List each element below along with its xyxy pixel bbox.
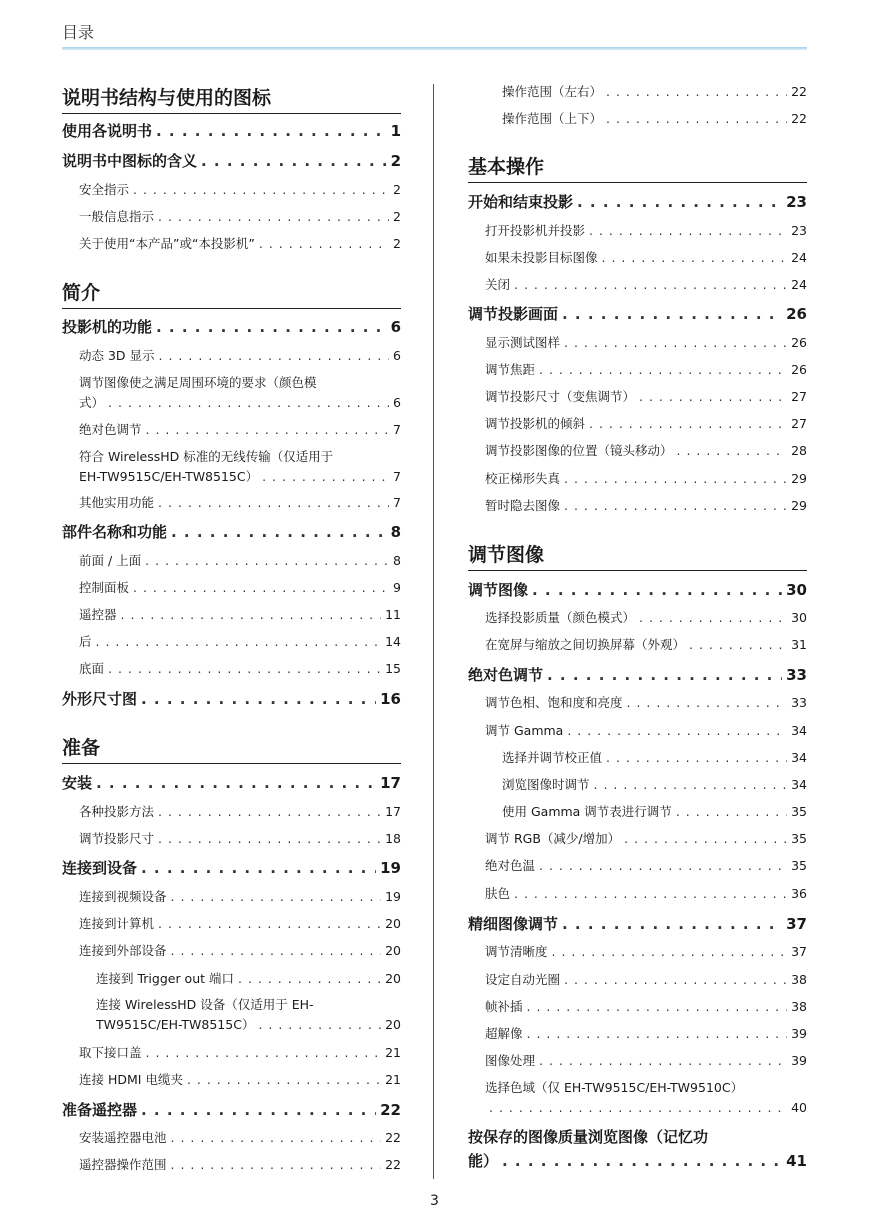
- toc-entry-label: 调节 Gamma: [485, 723, 564, 738]
- dot-leader: [639, 608, 787, 628]
- toc-entry[interactable]: [62, 1098, 401, 1122]
- section-title: 说明书结构与使用的图标: [62, 84, 401, 114]
- section-title: 调节图像: [468, 541, 807, 571]
- toc-entry[interactable]: [62, 829, 401, 849]
- toc-entry-page: 6: [393, 348, 401, 363]
- dot-leader: [677, 441, 788, 461]
- toc-entry-label: 取下接口盖: [79, 1045, 142, 1060]
- toc-entry-label-line1: 符合 WirelessHD 标准的无线传输（仅适用于: [79, 449, 334, 464]
- toc-entry-label: 开始和结束投影: [468, 193, 574, 211]
- toc-entry-label: 肤色: [485, 886, 511, 901]
- dot-leader: [158, 493, 389, 513]
- toc-entry-label: 连接到设备: [62, 859, 138, 877]
- dot-leader: [108, 659, 381, 679]
- dot-leader: [639, 387, 787, 407]
- toc-entry-page: 26: [791, 335, 807, 350]
- toc-entry[interactable]: [62, 632, 401, 652]
- toc-entry-page: 20: [385, 943, 401, 958]
- toc-entry-page: 22: [385, 1130, 401, 1145]
- toc-entry[interactable]: [468, 942, 807, 962]
- toc-entry[interactable]: [62, 659, 401, 679]
- dot-leader: [171, 941, 382, 961]
- dot-leader: [527, 1024, 788, 1044]
- toc-entry-label: 调节清晰度: [485, 944, 548, 959]
- toc-entry-page: 31: [791, 637, 807, 652]
- toc-entry-label-line1: 调节图像使之满足周围环境的要求（颜色模: [79, 375, 317, 390]
- toc-entry[interactable]: [62, 234, 401, 254]
- toc-entry-label: 投影机的功能: [62, 318, 153, 336]
- header-title: 目录: [62, 23, 95, 42]
- toc-entry[interactable]: [62, 420, 401, 440]
- toc-entry-page: 27: [791, 389, 807, 404]
- toc-entry-label: 动态 3D 显示: [79, 348, 155, 363]
- toc-entry-page: 23: [786, 193, 807, 211]
- toc-entry[interactable]: [468, 1078, 807, 1118]
- dot-leader: [627, 693, 788, 713]
- toc-entry[interactable]: [468, 663, 807, 687]
- toc-entry-label: 选择投影质量（颜色模式）: [485, 610, 636, 625]
- toc-entry-label: 调节焦距: [485, 362, 536, 377]
- dot-leader: [108, 393, 389, 413]
- toc-entry-label: 操作范围（上下）: [502, 111, 603, 126]
- dot-leader: [96, 771, 376, 795]
- dot-leader: [564, 469, 787, 489]
- toc-entry[interactable]: [468, 748, 807, 768]
- dot-leader: [489, 1098, 787, 1118]
- toc-entry-label: 操作范围（左右）: [502, 84, 603, 99]
- dot-leader: [238, 969, 381, 989]
- toc-entry-page: 2: [393, 182, 401, 197]
- toc-entry-label: TW9515C/EH-TW8515C）: [96, 1017, 255, 1032]
- toc-entry[interactable]: [62, 578, 401, 598]
- toc-entry[interactable]: [468, 302, 807, 326]
- dot-leader: [562, 912, 782, 936]
- dot-leader: [514, 275, 787, 295]
- toc-entry-line2: [62, 1015, 401, 1035]
- dot-leader: [527, 997, 788, 1017]
- toc-entry[interactable]: [62, 373, 401, 413]
- toc-entry[interactable]: [62, 1128, 401, 1148]
- toc-entry-page: 23: [791, 223, 807, 238]
- toc-entry-label: EH-TW9515C/EH-TW8515C）: [79, 469, 259, 484]
- section-title: 基本操作: [468, 153, 807, 183]
- dot-leader: [141, 687, 376, 711]
- toc-entry-page: 29: [791, 471, 807, 486]
- toc-entry[interactable]: [62, 687, 401, 711]
- toc-entry-label: 在宽屏与缩放之间切换屏幕（外观）: [485, 637, 686, 652]
- toc-entry-label: 精细图像调节: [468, 915, 559, 933]
- toc-entry[interactable]: [468, 469, 807, 489]
- toc-entry[interactable]: [468, 578, 807, 602]
- dot-leader: [259, 234, 389, 254]
- column-divider: [433, 84, 434, 1179]
- toc-entry[interactable]: [468, 802, 807, 822]
- toc-entry-page: 7: [393, 495, 401, 510]
- page-header: [62, 22, 807, 50]
- toc-entry-page: 38: [791, 972, 807, 987]
- toc-entry[interactable]: [468, 333, 807, 353]
- dot-leader: [171, 1128, 382, 1148]
- dot-leader: [502, 1149, 782, 1173]
- toc-entry[interactable]: [62, 771, 401, 795]
- toc-entry-page: 39: [791, 1053, 807, 1068]
- toc-entry-page: 21: [385, 1045, 401, 1060]
- toc-entry-line2: [62, 393, 401, 413]
- toc-entry[interactable]: [468, 635, 807, 655]
- toc-entry[interactable]: [468, 997, 807, 1017]
- dot-leader: [547, 663, 782, 687]
- toc-entry-page: 37: [786, 915, 807, 933]
- toc-entry[interactable]: [468, 275, 807, 295]
- dot-leader: [171, 887, 382, 907]
- toc-entry-label: 使用 Gamma 调节表进行调节: [502, 804, 672, 819]
- dot-leader: [539, 856, 787, 876]
- toc-entry-page: 35: [791, 831, 807, 846]
- toc-entry-page: 8: [390, 523, 401, 541]
- toc-entry-page: 37: [791, 944, 807, 959]
- page-number: 3: [430, 1193, 439, 1209]
- toc-entry[interactable]: [62, 119, 401, 143]
- dot-leader: [589, 414, 787, 434]
- toc-entry[interactable]: [468, 912, 807, 936]
- dot-leader: [158, 914, 381, 934]
- dot-leader: [689, 635, 787, 655]
- toc-entry[interactable]: [62, 447, 401, 487]
- toc-entry-label: 式）: [79, 395, 105, 410]
- dot-leader: [171, 1155, 382, 1175]
- toc-entry-label: 校正梯形失真: [485, 471, 561, 486]
- toc-entry-label: 调节图像: [468, 581, 529, 599]
- dot-leader: [187, 1070, 381, 1090]
- header-rule: [62, 47, 807, 50]
- toc-entry-label: 选择并调节校正值: [502, 750, 603, 765]
- toc-entry[interactable]: [468, 1125, 807, 1173]
- toc-entry[interactable]: [468, 884, 807, 904]
- toc-entry-page: 8: [393, 553, 401, 568]
- toc-entry[interactable]: [62, 180, 401, 200]
- toc-entry-label: 连接到外部设备: [79, 943, 167, 958]
- toc-entry[interactable]: [468, 387, 807, 407]
- dot-leader: [146, 420, 390, 440]
- toc-entry-label: 说明书中图标的含义: [62, 152, 198, 170]
- toc-entry[interactable]: [62, 887, 401, 907]
- toc-entry[interactable]: [62, 1043, 401, 1063]
- toc-entry-page: 34: [791, 723, 807, 738]
- toc-entry[interactable]: [62, 1070, 401, 1090]
- toc-entry-page: 19: [385, 889, 401, 904]
- toc-entry[interactable]: [468, 775, 807, 795]
- toc-entry-label: 遥控器: [79, 607, 117, 622]
- toc-entry[interactable]: [468, 190, 807, 214]
- toc-entry[interactable]: [468, 248, 807, 268]
- toc-entry-label-line1: 连接 WirelessHD 设备（仅适用于 EH-: [96, 997, 314, 1012]
- section-title: 简介: [62, 279, 401, 309]
- toc-entry-label: 安装遥控器电池: [79, 1130, 167, 1145]
- toc-entry-label: 关闭: [485, 277, 511, 292]
- dot-leader: [201, 149, 387, 173]
- toc-entry-page: 16: [380, 690, 401, 708]
- toc-entry-page: 17: [385, 804, 401, 819]
- toc-entry-label-line1: 按保存的图像质量浏览图像（记忆功: [468, 1128, 709, 1146]
- dot-leader: [133, 578, 389, 598]
- toc-entry-page: 7: [393, 422, 401, 437]
- toc-entry-label: 调节投影图像的位置（镜头移动）: [485, 443, 673, 458]
- toc-entry-label: 部件名称和功能: [62, 523, 168, 541]
- dot-leader: [258, 1015, 381, 1035]
- toc-entry-page: 22: [380, 1101, 401, 1119]
- toc-entry-page: 29: [791, 498, 807, 513]
- toc-entry-label: 超解像: [485, 1026, 523, 1041]
- dot-leader: [624, 829, 787, 849]
- toc-entry-page: 17: [380, 774, 401, 792]
- toc-entry-label: 设定自动光圈: [485, 972, 561, 987]
- toc-entry-label: 能）: [468, 1152, 499, 1170]
- toc-entry-label: 调节色相、饱和度和亮度: [485, 695, 623, 710]
- toc-entry-page: 20: [385, 971, 401, 986]
- toc-entry[interactable]: [62, 995, 401, 1035]
- dot-leader: [156, 119, 387, 143]
- toc-entry-page: 7: [393, 469, 401, 484]
- toc-entry-page: 38: [791, 999, 807, 1014]
- toc-entry-page: 33: [791, 695, 807, 710]
- toc-entry-page: 40: [791, 1100, 807, 1115]
- dot-leader: [141, 1098, 376, 1122]
- toc-entry[interactable]: [468, 496, 807, 516]
- toc-entry-page: 36: [791, 886, 807, 901]
- dot-leader: [562, 302, 782, 326]
- toc-entry[interactable]: [468, 721, 807, 741]
- toc-entry-label: 连接到计算机: [79, 916, 155, 931]
- toc-entry-label: 浏览图像时调节: [502, 777, 590, 792]
- toc-entry-label: 连接 HDMI 电缆夹: [79, 1072, 183, 1087]
- toc-entry-page: 22: [385, 1157, 401, 1172]
- toc-entry-label: 调节投影尺寸: [79, 831, 155, 846]
- dot-leader: [141, 856, 376, 880]
- toc-entry[interactable]: [62, 149, 401, 173]
- toc-entry-label: 底面: [79, 661, 105, 676]
- toc-entry[interactable]: [62, 941, 401, 961]
- dot-leader: [589, 221, 787, 241]
- dot-leader: [158, 829, 381, 849]
- toc-entry[interactable]: [62, 346, 401, 366]
- toc-entry-page: 14: [385, 634, 401, 649]
- toc-entry-label: 连接到 Trigger out 端口: [96, 971, 235, 986]
- dot-leader: [121, 605, 382, 625]
- toc-entry-page: 39: [791, 1026, 807, 1041]
- dot-leader: [158, 207, 389, 227]
- toc-entry-page: 22: [791, 111, 807, 126]
- toc-entry-label: 图像处理: [485, 1053, 536, 1068]
- toc-entry-label: 关于使用“本产品”或“本投影机”: [79, 236, 255, 251]
- toc-entry-page: 6: [390, 318, 401, 336]
- toc-entry-page: 41: [786, 1152, 807, 1170]
- dot-leader: [133, 180, 389, 200]
- toc-entry-page: 34: [791, 750, 807, 765]
- toc-entry[interactable]: [62, 802, 401, 822]
- toc-entry-page: 26: [786, 305, 807, 323]
- toc-entry[interactable]: [62, 520, 401, 544]
- toc-entry-label: 绝对色温: [485, 858, 536, 873]
- dot-leader: [158, 802, 381, 822]
- toc-entry-label: 各种投影方法: [79, 804, 155, 819]
- dot-leader: [606, 82, 787, 102]
- dot-leader: [577, 190, 782, 214]
- toc-entry-label: 准备遥控器: [62, 1101, 138, 1119]
- toc-entry-page: 35: [791, 804, 807, 819]
- dot-leader: [594, 775, 788, 795]
- toc-entry[interactable]: [468, 608, 807, 628]
- toc-entry-label: 后: [79, 634, 92, 649]
- toc-entry[interactable]: [62, 605, 401, 625]
- toc-entry[interactable]: [468, 856, 807, 876]
- toc-entry-label: 安装: [62, 774, 93, 792]
- toc-entry[interactable]: [468, 221, 807, 241]
- toc-entry-label: 外形尺寸图: [62, 690, 138, 708]
- toc-entry[interactable]: [468, 1024, 807, 1044]
- toc-entry-label: 调节投影机的倾斜: [485, 416, 586, 431]
- toc-entry-page: 2: [393, 236, 401, 251]
- toc-entry-page: 1: [390, 122, 401, 140]
- toc-entry-page: 26: [791, 362, 807, 377]
- toc-entry[interactable]: [62, 914, 401, 934]
- toc-entry-page: 20: [385, 916, 401, 931]
- toc-entry-label: 帧补插: [485, 999, 523, 1014]
- toc-entry[interactable]: [468, 829, 807, 849]
- toc-entry-label: 绝对色调节: [468, 666, 544, 684]
- toc-entry-page: 30: [786, 581, 807, 599]
- toc-entry[interactable]: [62, 493, 401, 513]
- toc-entry-label: 绝对色调节: [79, 422, 142, 437]
- dot-leader: [532, 578, 782, 602]
- dot-leader: [171, 520, 387, 544]
- dot-leader: [676, 802, 787, 822]
- toc-entry-page: 24: [791, 277, 807, 292]
- toc-entry-page: 20: [385, 1017, 401, 1032]
- toc-entry[interactable]: [468, 82, 807, 102]
- toc-entry[interactable]: [468, 414, 807, 434]
- dot-leader: [564, 333, 787, 353]
- toc-entry-label: 显示测试图样: [485, 335, 561, 350]
- toc-entry-label: 控制面板: [79, 580, 130, 595]
- dot-leader: [145, 551, 389, 571]
- toc-entry[interactable]: [62, 969, 401, 989]
- toc-entry-page: 22: [791, 84, 807, 99]
- toc-entry[interactable]: [62, 315, 401, 339]
- toc-entry-page: 21: [385, 1072, 401, 1087]
- toc-entry-page: 11: [385, 607, 401, 622]
- section-title: 准备: [62, 734, 401, 764]
- dot-leader: [96, 632, 382, 652]
- toc-entry-line2: [468, 1149, 807, 1173]
- toc-entry[interactable]: [468, 970, 807, 990]
- toc-entry-label: 连接到视频设备: [79, 889, 167, 904]
- toc-entry[interactable]: [468, 693, 807, 713]
- dot-leader: [514, 884, 787, 904]
- toc-entry-label: 调节投影画面: [468, 305, 559, 323]
- dot-leader: [602, 248, 788, 268]
- dot-leader: [156, 315, 387, 339]
- toc-entry-page: 24: [791, 250, 807, 265]
- toc-entry-label: 如果未投影目标图像: [485, 250, 598, 265]
- toc-entry-label: 其他实用功能: [79, 495, 155, 510]
- toc-entry[interactable]: [62, 207, 401, 227]
- toc-entry[interactable]: [468, 109, 807, 129]
- toc-entry-line2: [62, 467, 401, 487]
- toc-entry-label: 使用各说明书: [62, 122, 153, 140]
- toc-entry-page: 27: [791, 416, 807, 431]
- dot-leader: [564, 970, 787, 990]
- toc-entry-label: 遥控器操作范围: [79, 1157, 167, 1172]
- toc-entry[interactable]: [468, 441, 807, 461]
- dot-leader: [564, 496, 787, 516]
- toc-entry-page: 33: [786, 666, 807, 684]
- dot-leader: [606, 109, 787, 129]
- toc-entry-page: 19: [380, 859, 401, 877]
- toc-entry[interactable]: [62, 551, 401, 571]
- dot-leader: [146, 1043, 382, 1063]
- toc-entry[interactable]: [62, 856, 401, 880]
- toc-entry-page: 28: [791, 443, 807, 458]
- toc-entry-page: 15: [385, 661, 401, 676]
- toc-entry-page: 34: [791, 777, 807, 792]
- toc-entry-page: 2: [390, 152, 401, 170]
- toc-entry-label: 前面 / 上面: [79, 553, 142, 568]
- dot-leader: [262, 467, 389, 487]
- toc-entry-label: 调节投影尺寸（变焦调节）: [485, 389, 636, 404]
- toc-entry-label: 安全指示: [79, 182, 130, 197]
- dot-leader: [606, 748, 787, 768]
- toc-entry-page: 35: [791, 858, 807, 873]
- toc-entry-label: 打开投影机并投影: [485, 223, 586, 238]
- toc-entry-page: 6: [393, 395, 401, 410]
- toc-entry-page: 2: [393, 209, 401, 224]
- dot-leader: [552, 942, 788, 962]
- dot-leader: [567, 721, 787, 741]
- toc-entry-page: 9: [393, 580, 401, 595]
- dot-leader: [159, 346, 390, 366]
- toc-entry-label-line1: 选择色域（仅 EH-TW9515C/EH-TW9510C）: [485, 1080, 744, 1095]
- dot-leader: [539, 1051, 787, 1071]
- toc-entry[interactable]: [62, 1155, 401, 1175]
- toc-entry-page: 30: [791, 610, 807, 625]
- toc-entry[interactable]: [468, 360, 807, 380]
- toc-entry-label: 调节 RGB（减少/增加）: [485, 831, 621, 846]
- toc-entry-line2: [468, 1098, 807, 1118]
- dot-leader: [539, 360, 787, 380]
- toc-entry-label: 一般信息指示: [79, 209, 155, 224]
- toc-entry-page: 18: [385, 831, 401, 846]
- toc-entry[interactable]: [468, 1051, 807, 1071]
- toc-entry-label: 暂时隐去图像: [485, 498, 561, 513]
